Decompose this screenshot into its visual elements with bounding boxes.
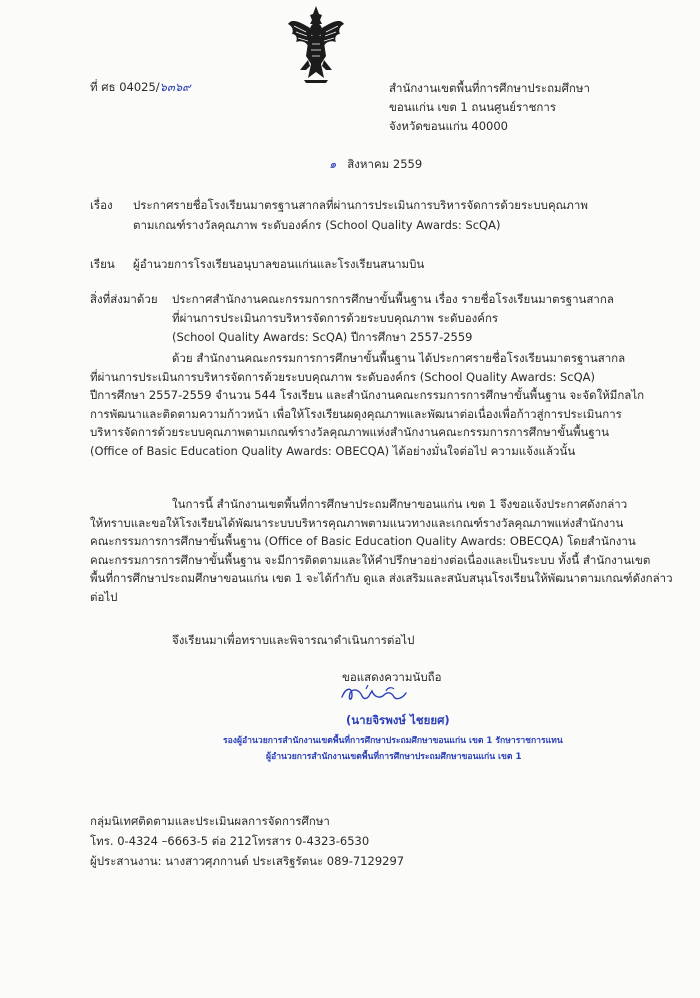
document-number-handwritten: ๖๓๖๙ (159, 80, 191, 94)
closing-salutation: ขอแสดงความนับถือ (342, 670, 442, 684)
paragraph-line: คณะกรรมการการศึกษาขั้นพื้นฐาน จะมีการติดตามและให้คำปรึกษาอย่างต่อเนื่องและเป็นระบบ ทั้งนี้ สำนักงานเขต (90, 552, 651, 567)
paragraph-line: บริหารจัดการด้วยระบบคุณภาพตามเกณฑ์รางวัลคุณภาพแห่งสำนักงานคณะกรรมการการศึกษาขั้นพื้นฐาน (90, 425, 610, 439)
office-address-line: จังหวัดขอนแก่น 40000 (389, 119, 508, 133)
paragraph-line: ปีการศึกษา 2557-2559 จำนวน 544 โรงเรียน และสำนักงานคณะกรรมการการศึกษาขั้นพื้นฐาน จะจัดให้มีกลไก (90, 388, 645, 402)
subject-line: ประกาศรายชื่อโรงเรียนมาตรฐานสากลที่ผ่านการประเมินการบริหารจัดการด้วยระบบคุณภาพ (133, 198, 588, 212)
signature-image (336, 683, 416, 705)
office-address-line: ขอนแก่น เขต 1 ถนนศูนย์ราชการ (389, 100, 557, 114)
body-paragraph-1 (90, 349, 645, 460)
date-day-handwritten: ๑ (329, 157, 337, 171)
body-paragraph-2 (90, 495, 673, 606)
paragraph-line: ให้ทราบและขอให้โรงเรียนได้พัฒนาระบบบริหารคุณภาพตามแนวทางและเกณฑ์รางวัลคุณภาพแห่งสำนักงาน (90, 515, 624, 530)
enclosure-line: (School Quality Awards: ScQA) ปีการศึกษา 2557-2559 (172, 330, 473, 344)
enclosure-label: สิ่งที่ส่งมาด้วย (90, 292, 158, 306)
signer-title-line: ผู้อำนวยการสำนักงานเขตพื้นที่การศึกษาประถมศึกษาขอนแก่น เขต 1 (266, 752, 522, 762)
date-month-year: สิงหาคม 2559 (347, 157, 423, 171)
enclosure-line: ประกาศสำนักงานคณะกรรมการการศึกษาขั้นพื้นฐาน เรื่อง รายชื่อโรงเรียนมาตรฐานสากล (172, 292, 614, 306)
footer-coordinator: ผู้ประสานงาน: นางสาวศุภกานต์ ประเสริฐรัตนะ 089-7129297 (90, 854, 405, 868)
enclosure-line: ที่ผ่านการประเมินการบริหารจัดการด้วยระบบคุณภาพ ระดับองค์กร (172, 311, 499, 325)
paragraph-line: ในการนี้ สำนักงานเขตพื้นที่การศึกษาประถมศึกษาขอนแก่น เขต 1 จึงขอแจ้งประกาศดังกล่าว (172, 497, 628, 511)
signer-title-line: รองผู้อำนวยการสำนักงานเขตพื้นที่การศึกษาประถมศึกษาขอนแก่น เขต 1 รักษาราชการแทน (223, 736, 563, 746)
paragraph-line: (Office of Basic Education Quality Awards: OBECQA) ได้อย่างมั่นใจต่อไป ความแจ้งแล้วนั้น (90, 443, 576, 458)
paragraph-line: ด้วย สำนักงานคณะกรรมการการศึกษาขั้นพื้นฐาน ได้ประกาศรายชื่อโรงเรียนมาตรฐานสากล (172, 351, 626, 365)
recipient-label: เรียน (90, 257, 115, 271)
paragraph-line: การพัฒนาและติดตามความก้าวหน้า เพื่อให้โรงเรียนผดุงคุณภาพและพัฒนาต่อเนื่องเพื่อก้าวสู่การประเมินการ (90, 406, 622, 421)
paragraph-line: พื้นที่การศึกษาประถมศึกษาขอนแก่น เขต 1 จะได้กำกับ ดูแล ส่งเสริมและสนับสนุนโรงเรียนให้พัฒนาตามเกณฑ์ดังกล่าว (90, 571, 673, 585)
paragraph-line: ต่อไป (90, 589, 118, 604)
footer-phone: โทร. 0-4324 –6663-5 ต่อ 212โทรสาร 0-4323-6530 (90, 834, 370, 848)
office-address-line: สำนักงานเขตพื้นที่การศึกษาประถมศึกษา (389, 81, 590, 95)
subject-line: ตามเกณฑ์รางวัลคุณภาพ ระดับองค์กร (School Quality Awards: ScQA) (133, 218, 501, 232)
paragraph-line: คณะกรรมการการศึกษาขั้นพื้นฐาน (Office of Basic Education Quality Awards: OBECQA) โดยสำนักงาน (90, 534, 636, 548)
closing-request: จึงเรียนมาเพื่อทราบและพิจารณาดำเนินการต่อไป (172, 633, 415, 647)
document-number (90, 78, 191, 96)
paragraph-line: ที่ผ่านการประเมินการบริหารจัดการด้วยระบบคุณภาพ ระดับองค์กร (School Quality Awards: ScQA) (90, 369, 596, 384)
garuda-emblem-icon (286, 4, 346, 84)
footer-department: กลุ่มนิเทศติดตามและประเมินผลการจัดการศึกษา (90, 814, 330, 828)
recipient-text: ผู้อำนวยการโรงเรียนอนุบาลขอนแก่นและโรงเรียนสนามบิน (133, 257, 425, 271)
subject-label: เรื่อง (90, 198, 113, 212)
document-number-prefix: ที่ ศธ 04025/ (90, 80, 160, 94)
document-date (329, 155, 422, 173)
signer-name: (นายจิรพงษ์ ไชยยศ) (346, 713, 450, 727)
